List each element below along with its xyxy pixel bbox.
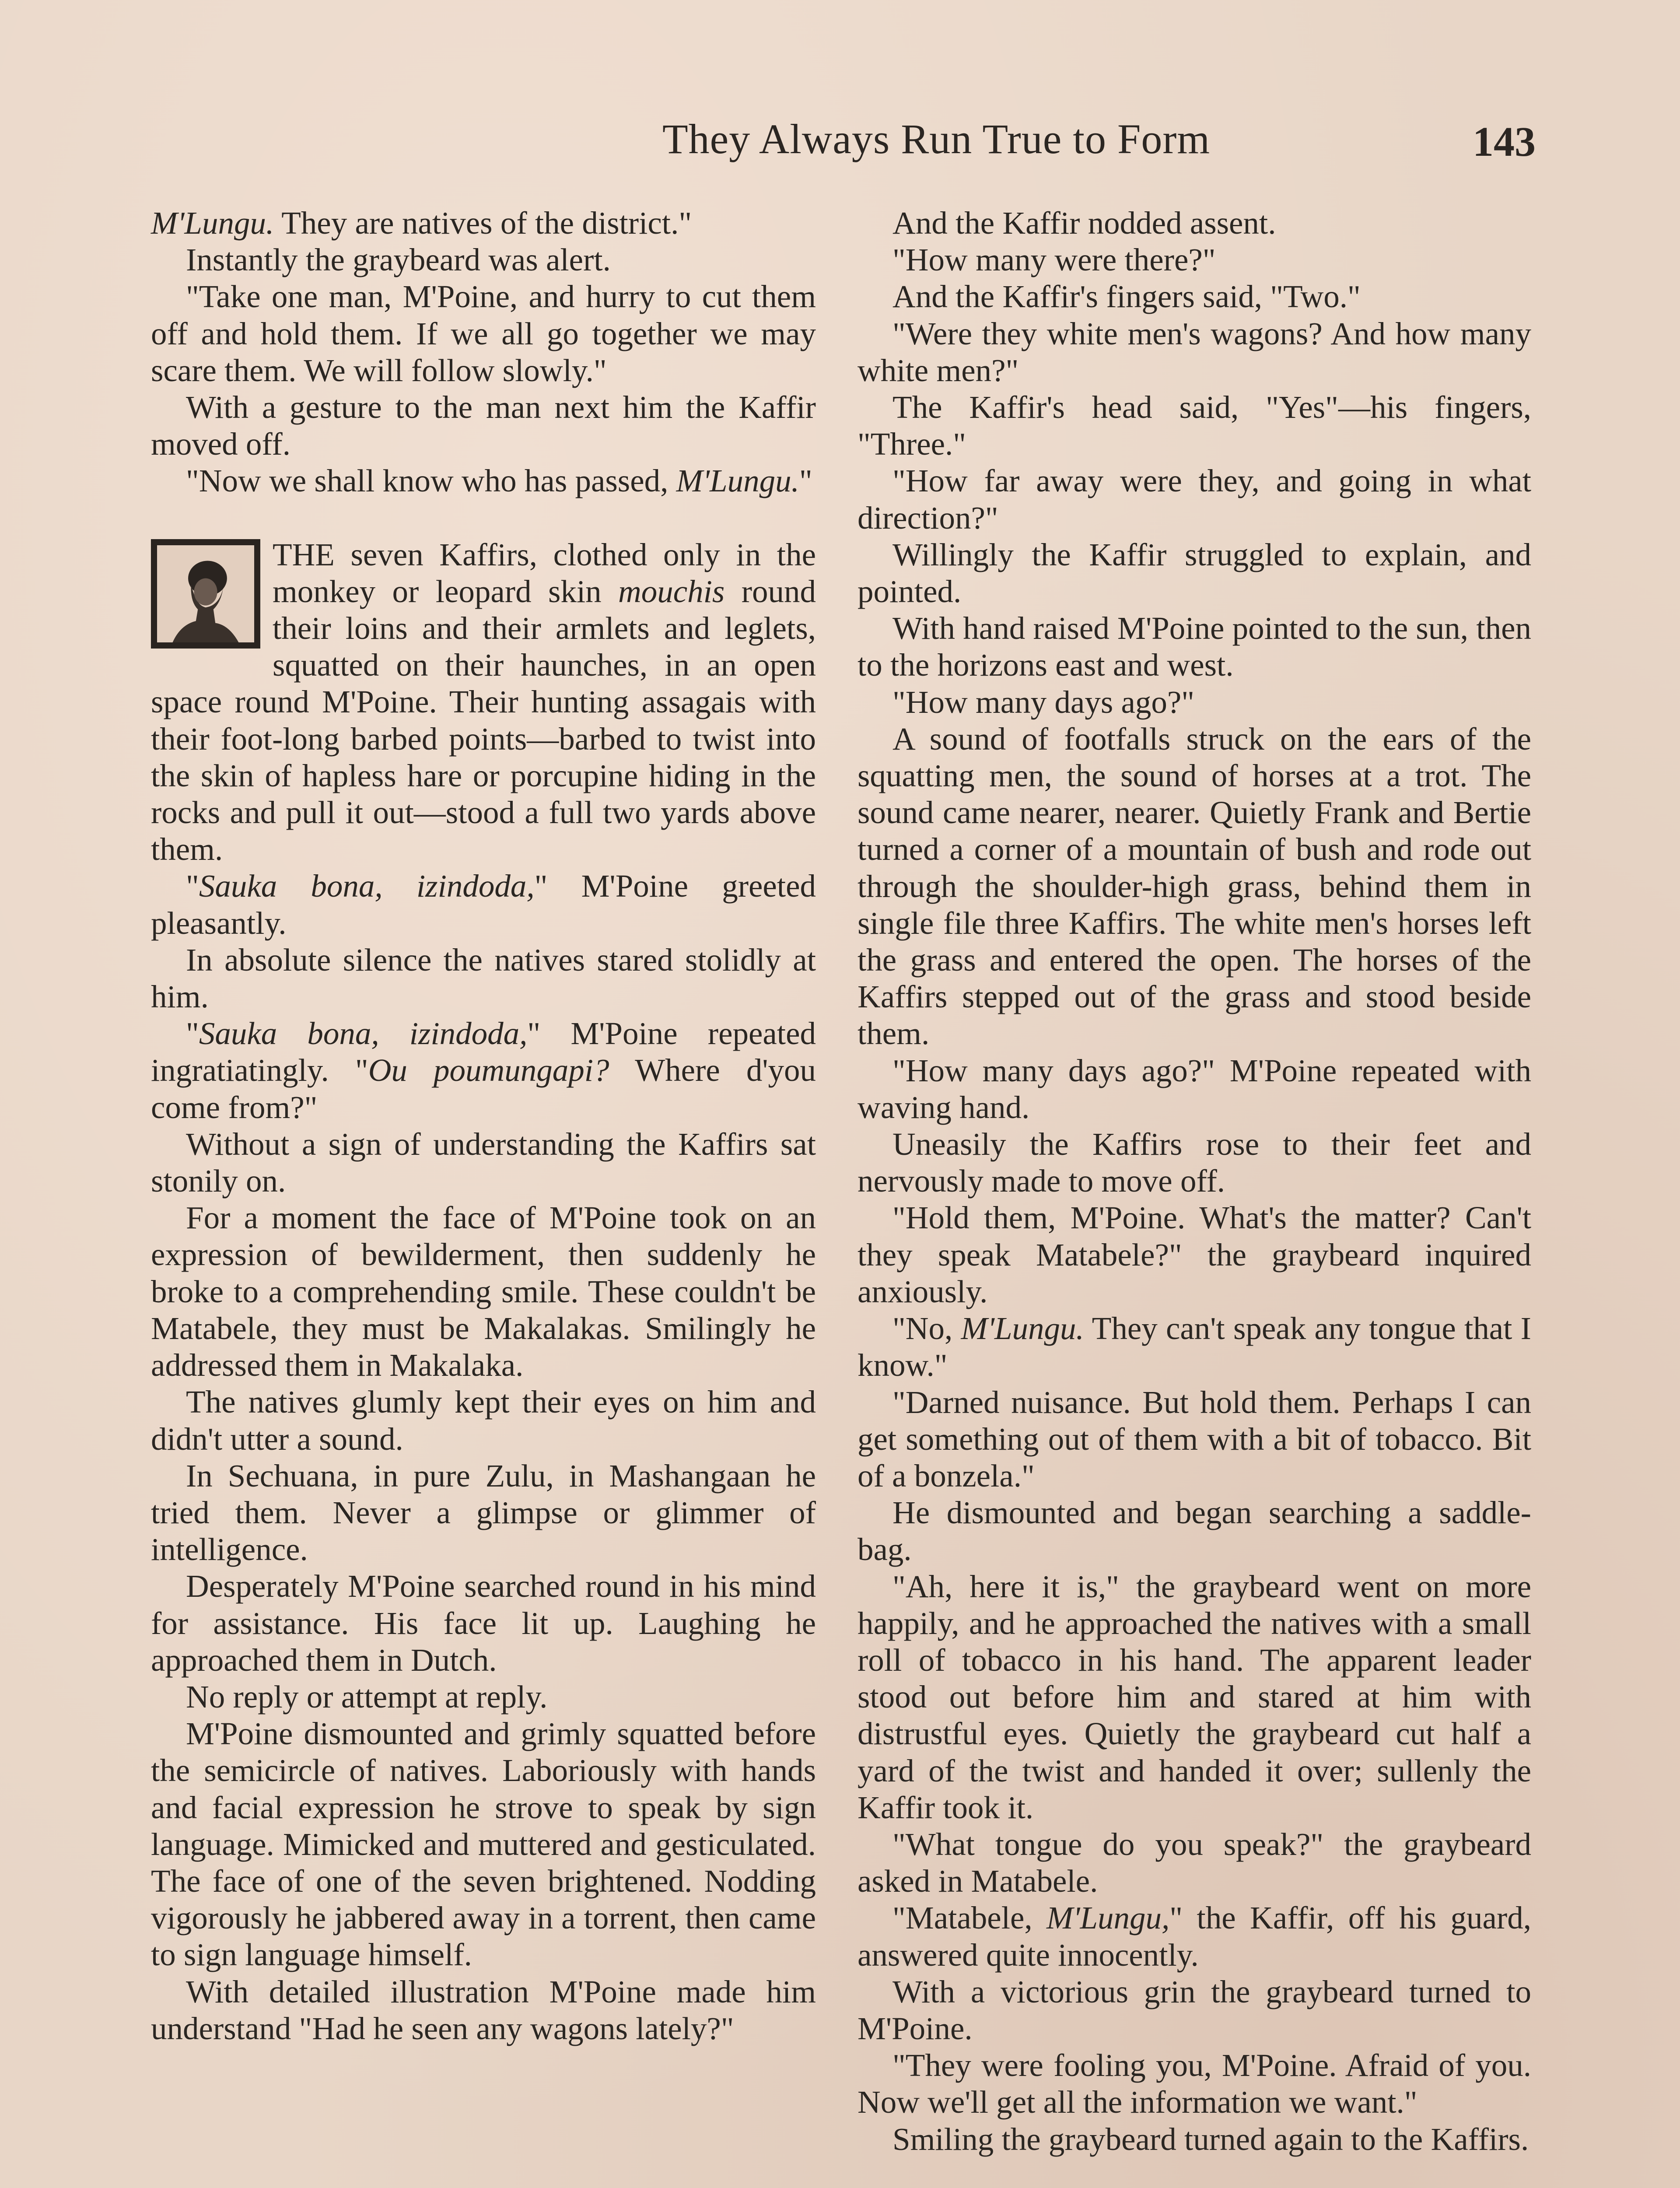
paragraph: For a moment the face of M'Poine took on an expression of bewilderment, then suddenly he broke to a comprehending smile. These couldn't be Matabele, they must be Makalakas. Smilingly he addressed them in Makalaka. — [151, 1200, 816, 1383]
paragraph — [151, 1015, 816, 1126]
paragraph-text: " the Kaffir, off his guard, answered quite innocently. — [858, 1900, 1531, 1973]
italic-term: Sauka bona, izindoda, — [199, 1016, 528, 1052]
paragraph: With detailed illustration M'Poine made him understand "Had he seen any wagons lately?" — [151, 1974, 816, 2046]
paragraph: "Ah, here it is," the graybeard went on more happily, and he approached the natives with a small roll of tobacco in his hand. The apparent leader stood out before him and stared at him with distrustful eyes. Quietly the graybeard cut half a yard of the twist and handed it over; sullenly the Kaffir took it. — [858, 1568, 1531, 1825]
paragraph-text: They can't speak any tongue that I know." — [858, 1311, 1531, 1383]
paragraph: Willingly the Kaffir struggled to explain, and pointed. — [858, 536, 1531, 610]
paragraph — [858, 1310, 1531, 1384]
italic-term: Ou poumungapi? — [368, 1052, 609, 1088]
italic-term: M'Lungu. — [676, 463, 799, 499]
paragraph: With a gesture to the man next him the Kaffir moved off. — [151, 389, 816, 462]
paragraph: And the Kaffir nodded assent. — [892, 205, 1276, 241]
italic-term: M'Lungu, — [1046, 1900, 1170, 1936]
paragraph: "Hold them, M'Poine. What's the matter? Can't they speak Matabele?" the graybeard inquired anxiously. — [858, 1200, 1531, 1309]
italic-term: M'Lungu. — [961, 1311, 1084, 1346]
paragraph-text: They are natives of the district." — [274, 205, 692, 241]
paragraph-text: "Now we shall know who has passed, — [186, 463, 676, 499]
paragraph-text: THE seven Kaffirs, clothed only in the monkey or leopard skin — [273, 536, 816, 609]
paragraph: Uneasily the Kaffirs rose to their feet and nervously made to move off. — [858, 1126, 1531, 1199]
paragraph: "How many days ago?" M'Poine repeated with waving hand. — [858, 1052, 1531, 1125]
page-number: 143 — [1473, 118, 1536, 165]
paragraph: Smiling the graybeard turned again to the Kaffirs. — [892, 2121, 1529, 2157]
italic-term: mouchis — [618, 573, 725, 609]
paragraph: A sound of footfalls struck on the ears of the squatting men, the sound of horses at a trot. The sound came nearer, nearer. Quietly Frank and Bertie turned a corner of a mountain of bush and rode out through the shoulder-high grass, behind them in single file three Kaffirs. The white men's horses left the grass and entered the open. The horses of the Kaffirs stepped out of the grass and stood beside them. — [858, 721, 1531, 1052]
paragraph: The natives glumly kept their eyes on him and didn't utter a sound. — [151, 1384, 816, 1457]
paragraph-text: " — [799, 463, 812, 499]
paragraph: "They were fooling you, M'Poine. Afraid of you. Now we'll get all the information we want." — [858, 2048, 1531, 2120]
paragraph: M'Poine dismounted and grimly squatted before the semicircle of natives. Laboriously with hands and facial expression he strove to speak by sign language. Mimicked and muttered and gesticulated. The face of one of the seven brightened. Nodding vigorously he jabbered away in a torrent, then came to sign language himself. — [151, 1716, 816, 1973]
left-column — [151, 205, 816, 2047]
paragraph-text: round their loins and their armlets and leglets, squatted on their haunches, in an open space round M'Poine. Their hunting assagais with their foot-long barbed points—barbed to twist into the skin of hapless hare or porcupine hiding in the rocks and pull it out—stood a full two yards above them. — [151, 573, 816, 867]
right-column — [858, 205, 1531, 2158]
paragraph: No reply or attempt at reply. — [186, 1679, 548, 1715]
italic-term: Sauka bona, izindoda, — [199, 868, 535, 904]
paragraph: With a victorious grin the graybeard turned to M'Poine. — [858, 1974, 1531, 2046]
paragraph-text: " M'Poine repeated ingratiatingly. " — [151, 1016, 816, 1088]
paragraph — [858, 1900, 1531, 1973]
paragraph: The Kaffir's head said, "Yes"—his fingers, "Three." — [858, 389, 1531, 462]
paragraph: He dismounted and began searching a saddle-bag. — [858, 1495, 1531, 1567]
paragraph: Desperately M'Poine searched round in his mind for assistance. His face lit up. Laughing he approached them in Dutch. — [151, 1568, 816, 1678]
italic-term: M'Lungu. — [151, 205, 274, 241]
paragraph — [151, 205, 816, 242]
paragraph-text: Where d'you come from?" — [151, 1052, 816, 1125]
drop-cap-illustration — [151, 539, 260, 649]
section-opening-paragraph — [151, 536, 816, 868]
portrait-icon — [157, 545, 254, 642]
paragraph: "How many were there?" — [892, 242, 1216, 278]
paragraph-text: "No, — [892, 1311, 961, 1346]
paragraph: "How many days ago?" — [892, 684, 1195, 720]
paragraph: "Take one man, M'Poine, and hurry to cut them off and hold them. If we all go together we may scare them. We will follow slowly." — [151, 279, 816, 388]
paragraph: Instantly the graybeard was alert. — [186, 242, 611, 278]
paragraph-text: " — [186, 868, 199, 904]
paragraph: "What tongue do you speak?" the graybeard asked in Matabele. — [858, 1826, 1531, 1899]
paragraph: Without a sign of understanding the Kaffirs sat stonily on. — [151, 1126, 816, 1199]
paragraph: In absolute silence the natives stared stolidly at him. — [151, 942, 816, 1015]
paragraph: "How far away were they, and going in what direction?" — [858, 463, 1531, 536]
paragraph-text: " — [186, 1016, 199, 1052]
paragraph — [151, 868, 816, 941]
paragraph: With hand raised M'Poine pointed to the sun, then to the horizons east and west. — [858, 610, 1531, 683]
paragraph-text: "Matabele, — [892, 1900, 1047, 1936]
paragraph-text: " M'Poine greeted pleasantly. — [151, 868, 816, 941]
paragraph — [151, 463, 816, 499]
paragraph: And the Kaffir's fingers said, "Two." — [892, 279, 1361, 315]
running-header: They Always Run True to Form — [662, 116, 1211, 162]
paragraph: In Sechuana, in pure Zulu, in Mashangaan he tried them. Never a glimpse or glimmer of intelligence. — [151, 1458, 816, 1567]
paragraph: "Darned nuisance. But hold them. Perhaps I can get something out of them with a bit of tobacco. Bit of a bonzela." — [858, 1384, 1531, 1494]
paragraph: "Were they white men's wagons? And how many white men?" — [858, 316, 1531, 388]
